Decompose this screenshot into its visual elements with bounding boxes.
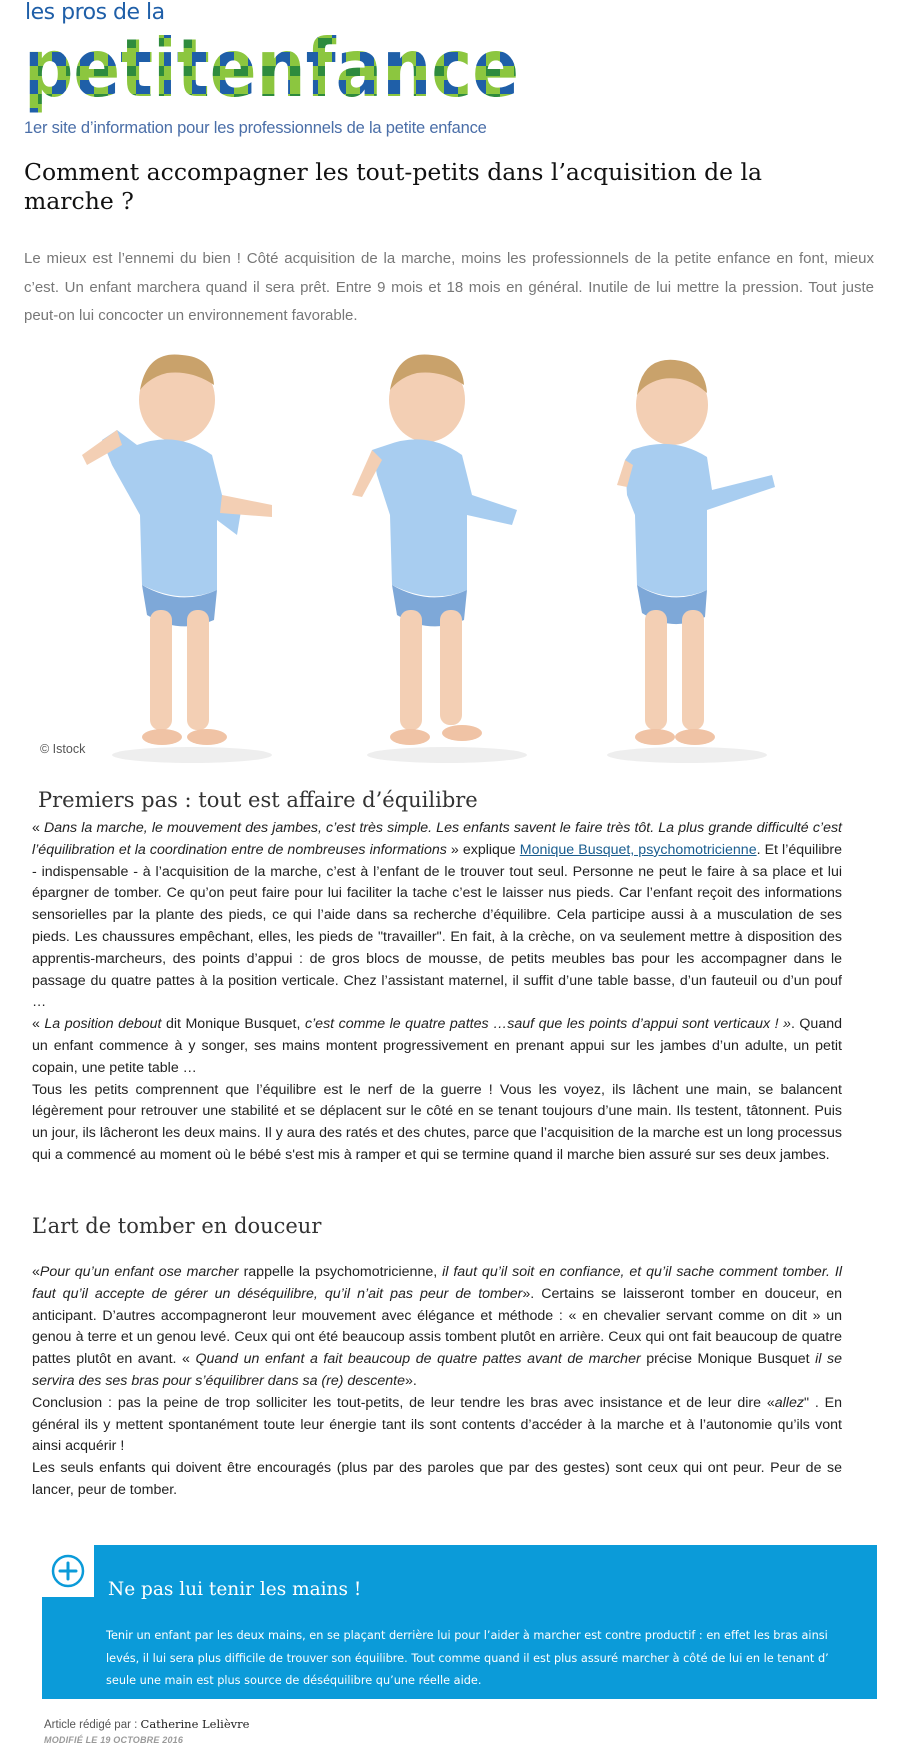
tip-box xyxy=(42,1545,877,1699)
toddler-figure xyxy=(607,360,775,763)
author-label: Article rédigé par : xyxy=(44,1719,141,1731)
toddlers-photo xyxy=(32,345,842,765)
logo-main-text: petitenfance xyxy=(24,24,519,115)
paragraph: «Pour qu’un enfant ose marcher rappelle la psychomotricienne, il faut qu’il soit en confiance, et qu’il sache comment tomber. Il faut qu’il accepte de gérer un déséquilibre, qu’il n’ait pas peur de tomber». Certains se laisseront tomber en douceur, en anticipant. D’autres accompagneront leur mouvement avec élégance et méthode : « en chevalier servant comme on dit » un genou à terre et un genou levé. Ceux qui ont été beaucoup assis tombent plutôt en arrière. Ceux qui ont fait beaucoup de quatre pattes plutôt en avant. « Quand un enfant a fait beaucoup de quatre pattes avant de marcher précise Monique Busquet il se servira des ses bras pour s’équilibrer dans sa (re) descente». xyxy=(32,1264,842,1389)
paragraph: « Dans la marche, le mouvement des jambes, c’est très simple. Les enfants savent le faire très tôt. La plus grande difficulté c’est l’équilibration et la coordination entre de nombreuses informations » explique Monique Busquet, psychomotricienne. Et l’équilibre - indispensable - à l’acquisition de la marche, c’est à l’enfant de le trouver tout seul. Personne ne peut le faire à sa place et lui épargner de tomber. Ce qu’on peut faire pour lui faciliter la tache c’est le laisser nus pieds. Car l’enfant reçoit des informations sensorielles par la plante des pieds, ce qui l’aide dans sa recherche d’équilibre. Cela participe aussi à a musculation de ses pieds. Les chaussures empêchant, elles, les pieds de "travailler". En fait, à la crèche, on va seulement mettre à disposition des apprentis-marcheurs, des points d’appui : de gros blocs de mousse, de petits meubles bas pour les accompagner dans le passage du quatre pattes à la position verticale. Chez l’assistant maternel, il suffit d’une table basse, d’un fauteuil ou d’un pouf … xyxy=(32,820,843,1011)
modified-date: MODIFIÉ LE 19 OCTOBRE 2016 xyxy=(44,1735,184,1745)
paragraph: Tous les petits comprennent que l’équilibre est le nerf de la guerre ! Vous les voyez, ils lâchent une main, se balancent légèrement pour retrouver une stabilité et se déplacent sur le côté en se tenant toujours d’une main. Ils testent, tâtonnent. Puis un jour, ils lâcheront les deux mains. Il y aura des ratés et des chutes, parce que l’acquisition de la marche est un long processus qui a commencé au moment où le bébé s'est mis à ramper et qui se termine quand il marche bien assuré sur ses deux jambes. xyxy=(32,1081,842,1163)
article-intro: Le mieux est l’ennemi du bien ! Côté acquisition de la marche, moins les professionnels de la petite enfance en font, mieux c’est. Un enfant marchera quand il sera prêt. Entre 9 mois et 18 mois en général. Inutile de lui mettre la pression. Tout juste peut-on lui concocter un environnement favorable. xyxy=(24,250,874,324)
tip-text: Tenir un enfant par les deux mains, en se plaçant derrière lui pour l’aider à marcher est contre productif : en effet les bras ainsi levés, il lui sera plus difficile de trouver son équilibre. Tout comme quand il est plus assuré marcher à côté de lui en le tenant d’ seule une main est plus source de déséquilibre qu’une réelle aide. xyxy=(106,1629,829,1688)
toddler-figure xyxy=(82,354,272,763)
section-heading-balance: Premiers pas : tout est affaire d’équilibre xyxy=(38,788,478,812)
plus-circle-icon xyxy=(42,1545,94,1597)
photo-credit: © Istock xyxy=(40,742,86,756)
site-tagline: 1er site d’information pour les professionnels de la petite enfance xyxy=(24,119,487,137)
section-body-balance xyxy=(32,818,842,1167)
section-body-falling xyxy=(32,1262,842,1502)
author-name[interactable]: Catherine Lelièvre xyxy=(140,1717,250,1731)
logo-wordmark xyxy=(24,24,544,120)
section-heading-falling: L’art de tomber en douceur xyxy=(32,1214,322,1238)
toddler-figure xyxy=(352,354,527,763)
paragraph: « La position debout dit Monique Busquet, c’est comme le quatre pattes …sauf que les points d’appui sont verticaux ! ». Quand un enfant commence à y songer, ses mains montent progressivement en prenant appui sur les jambes d’un adulte, un petit copain, une petite table … xyxy=(32,1016,842,1076)
paragraph: Les seuls enfants qui doivent être encouragés (plus par des paroles que par des gestes) sont ceux qui ont peur. Peur de se lancer, peur de tomber. xyxy=(32,1460,842,1498)
author-link-monique-busquet[interactable]: Monique Busquet, psychomotricienne xyxy=(519,841,757,858)
article-title: Comment accompagner les tout-petits dans l’acquisition de la marche ? xyxy=(24,158,763,215)
paragraph: Conclusion : pas la peine de trop solliciter les tout-petits, de leur tendre les bras avec insistance et de leur dire «allez" . En général ils y mettent spontanément toute leur énergie tant ils sont contents d’accéder à la marche et à l’autonomie qu’ils vont ainsi acquérir ! xyxy=(32,1394,842,1455)
site-logo[interactable] xyxy=(24,0,544,124)
tip-badge xyxy=(42,1545,96,1599)
logo-top-text: les pros de la xyxy=(25,0,165,25)
tip-title: Ne pas lui tenir les mains ! xyxy=(108,1579,362,1600)
article-author xyxy=(44,1717,249,1731)
